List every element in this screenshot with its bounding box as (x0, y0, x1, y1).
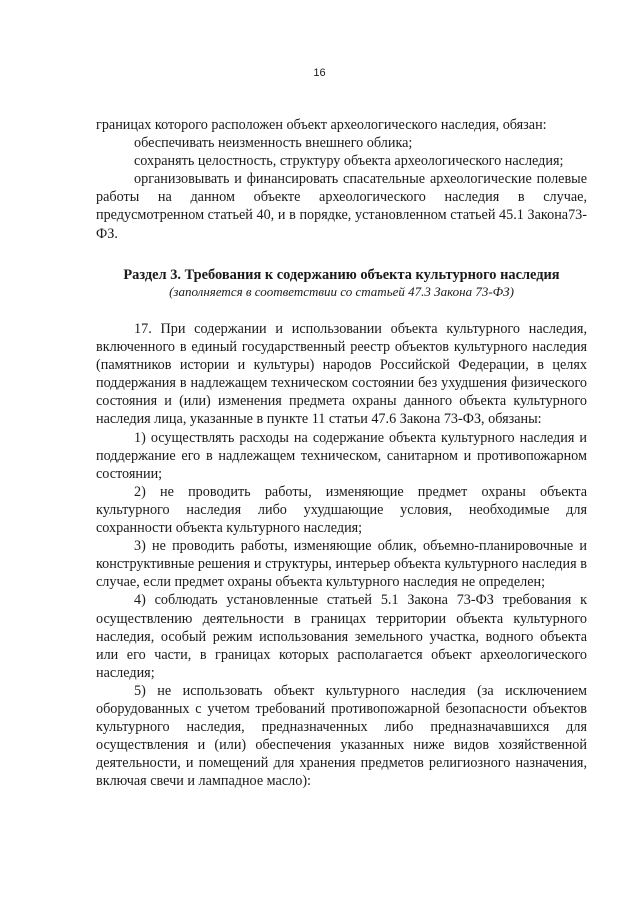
paragraph: границах которого расположен объект археологического наследия, обязан: (96, 117, 547, 133)
paragraph: сохранять целостность, структуру объекта археологического наследия; (134, 153, 564, 170)
section-title: Раздел 3. Требования к содержанию объекта культурного наследия (123, 267, 560, 283)
paragraph: обеспечивать неизменность внешнего облика; (134, 135, 413, 152)
list-item: 2) не проводить работы, изменяющие предмет охраны объекта культурного наследия либо ухудшающие условия, необходимые для сохранности объекта культурного наследия; (96, 483, 587, 537)
requirements-list (96, 320, 587, 790)
page-number: 16 (313, 67, 326, 79)
list-item: 3) не проводить работы, изменяющие облик, объемно-планировочные и конструктивные решения и структуры, интерьер объекта культурного наследия в случае, если предмет охраны объекта культурного наследия не определен; (96, 538, 587, 591)
list-item: 4) соблюдать установленные статьей 5.1 Закона 73-ФЗ требования к осуществлению деятельности в границах территории объекта культурного наследия, особый режим использования земельного участка, водного объекта или его части, в границах которых располагается объект археологического наследия; (96, 592, 587, 681)
intro-text (96, 116, 587, 243)
paragraph: организовывать и финансировать спасательные археологические полевые работы на данном объекте археологического наследия в случае, предусмотренном статьей 40, и в порядке, установленном статьей 45.1 Закона73-ФЗ. (96, 171, 587, 242)
section-subtitle: (заполняется в соответствии со статьей 47.3 Закона 73-ФЗ) (169, 284, 514, 299)
section-header (96, 266, 587, 300)
list-item: 5) не использовать объект культурного наследия (за исключением оборудованных с учетом требований противопожарной безопасности объектов культурного наследия, предназначенных либо предназначавшихся для осуществления и (или) обеспечения указанных ниже видов хозяйственной деятельности, и помещений для хранения предметов религиозного назначения, включая свечи и лампадное масло): (96, 682, 587, 790)
list-item: 1) осуществлять расходы на содержание объекта культурного наследия и поддержание его в надлежащем техническом, санитарном и противопожарном состоянии; (96, 429, 587, 482)
list-item: 17. При содержании и использовании объекта культурного наследия, включенного в единый государственный реестр объектов культурного наследия (памятников истории и культуры) народов Российской Федерации, в целях поддержания в надлежащем техническом состоянии без ухудшения физического состояния и (или) изменения предмета охраны данного объекта культурного наследия лица, указанные в пункте 11 статьи 47.6 Закона 73-ФЗ, обязаны: (96, 321, 587, 428)
